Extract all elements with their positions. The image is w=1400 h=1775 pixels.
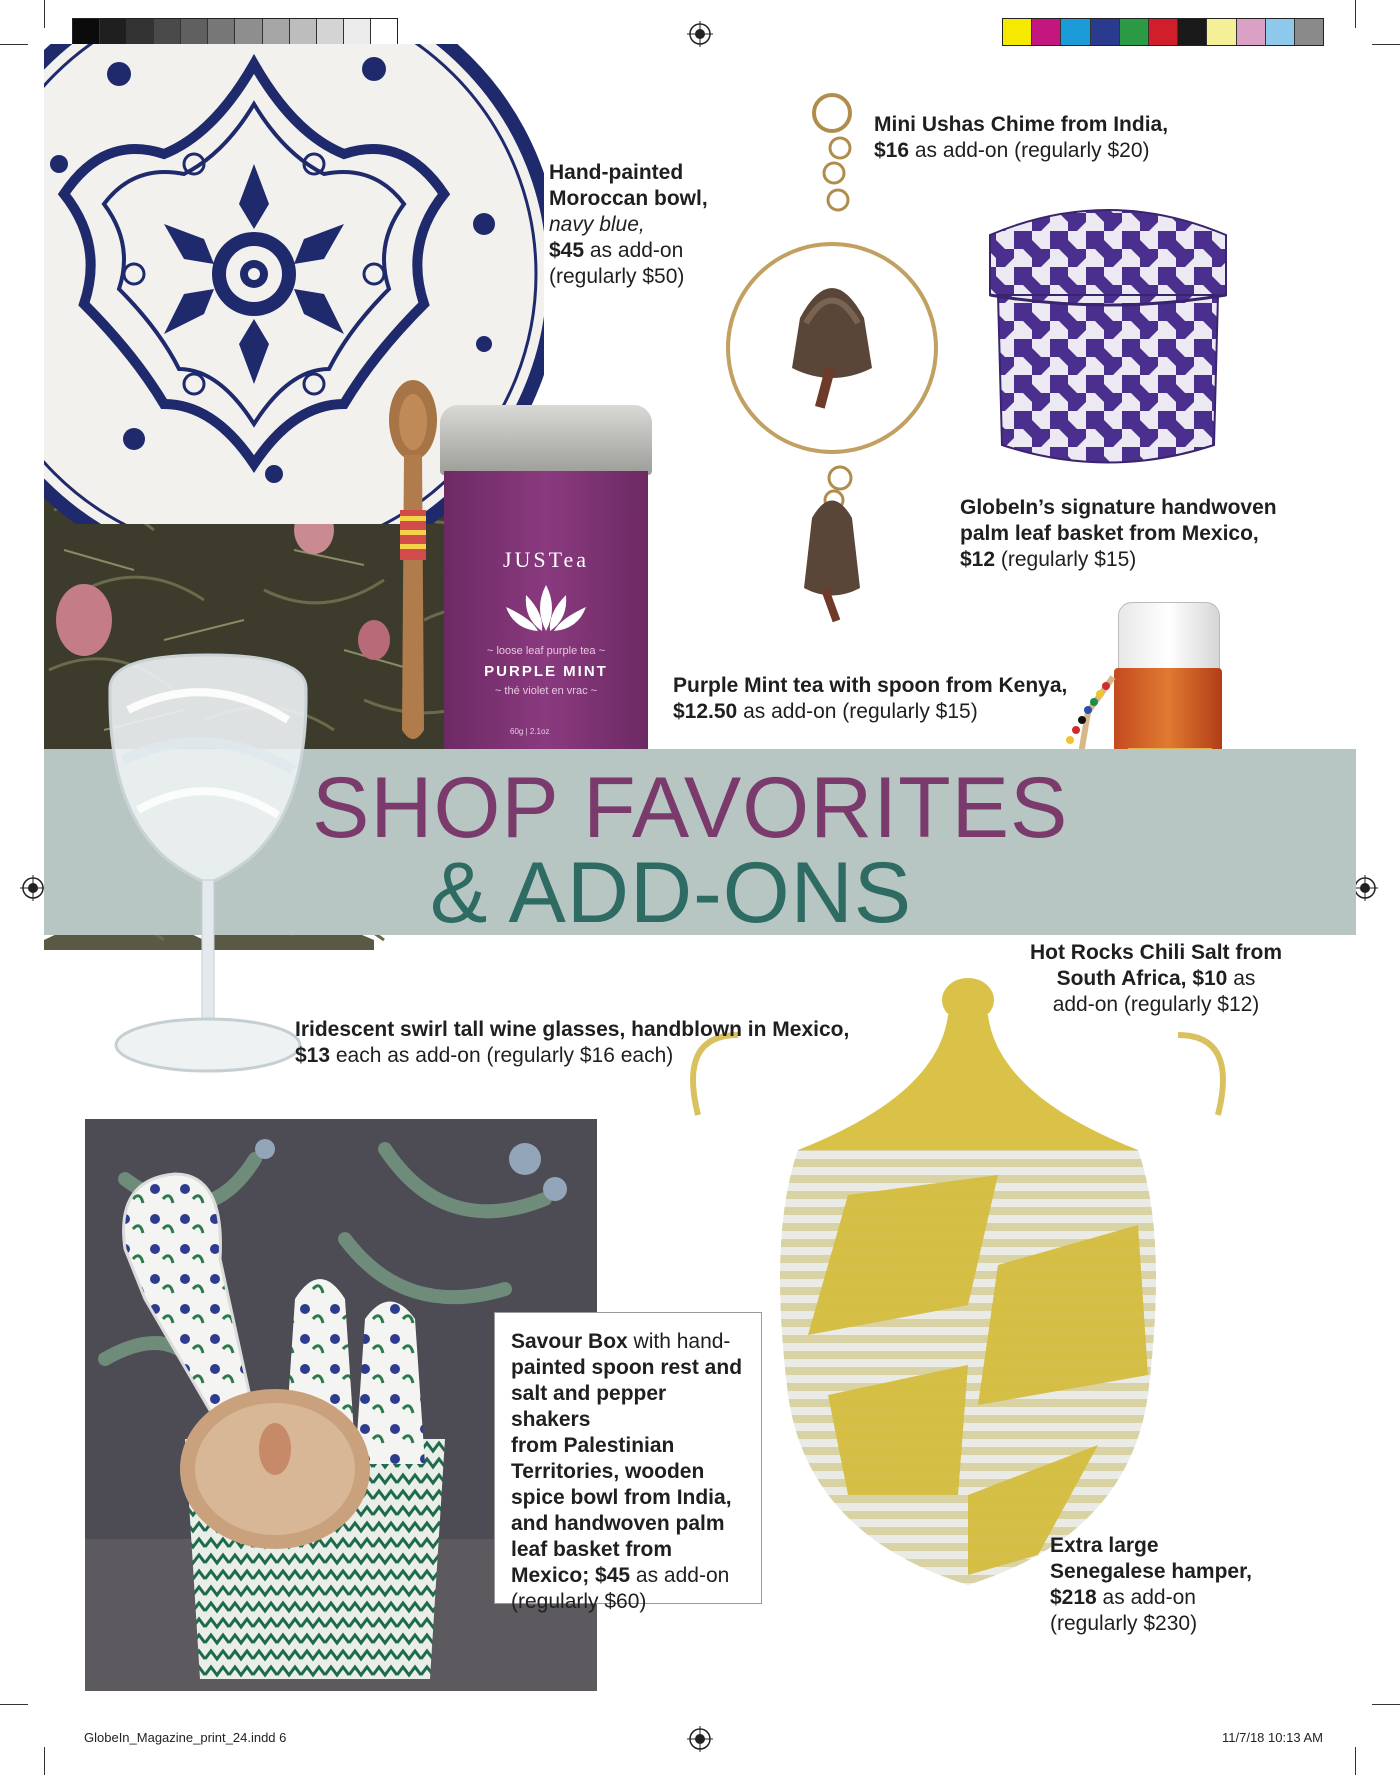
bowl-regular-price: (regularly $50) <box>549 265 685 288</box>
crop-mark <box>0 1704 28 1705</box>
caption-savour-box <box>494 1312 762 1613</box>
tea-tagline: ~ loose leaf purple tea ~ <box>486 645 606 657</box>
banner-title-line1: SHOP FAVORITES <box>312 760 1069 856</box>
hamper-name-line1: Extra large <box>1050 1534 1159 1557</box>
tea-brand-logo: JUSTea <box>502 547 590 572</box>
lotus-icon <box>496 583 596 633</box>
palm-basket-price: $12 <box>960 548 996 571</box>
savour-box-desc6: spice bowl from India, <box>511 1486 732 1509</box>
tea-price-suffix: as add-on (regularly $15) <box>737 700 978 723</box>
savour-box-desc5: Territories, wooden <box>511 1460 705 1483</box>
savour-box-regular-price: (regularly $60) <box>511 1590 647 1613</box>
caption-moroccan-bowl <box>549 160 708 290</box>
savour-box-desc7: and handwoven palm <box>511 1512 725 1535</box>
hamper-regular-price: (regularly $230) <box>1050 1612 1198 1635</box>
caption-purple-mint-tea <box>673 673 1067 725</box>
savour-box-desc2: painted spoon rest and <box>511 1356 743 1379</box>
chili-salt-line3: add-on (regularly $12) <box>1052 993 1260 1016</box>
bowl-price-suffix: as add-on <box>584 239 684 262</box>
savour-box-name: Savour Box <box>511 1330 628 1353</box>
registration-mark-icon <box>687 21 713 47</box>
purple-palm-basket-image <box>978 195 1238 485</box>
bowl-price: $45 <box>549 239 585 262</box>
savour-box-desc3: salt and pepper shakers <box>511 1382 667 1431</box>
tea-flavor-label: PURPLE MINT <box>484 663 608 680</box>
savour-box-price: $45 <box>595 1564 631 1587</box>
chime-price-suffix: as add-on (regularly $20) <box>909 139 1150 162</box>
palm-basket-name-line1: GlobeIn’s signature handwoven <box>960 496 1277 519</box>
savour-box-desc8: leaf basket from <box>511 1538 673 1561</box>
tea-french-label: ~ thé violet en vrac ~ <box>494 685 598 697</box>
chili-salt-price-suffix: as <box>1227 967 1256 990</box>
caption-ushas-chime <box>874 112 1168 164</box>
banner-title-line2: & ADD-ONS <box>430 845 913 941</box>
crop-mark <box>1355 1747 1356 1775</box>
caption-senegalese-hamper <box>1050 1533 1252 1637</box>
chime-name: Mini Ushas Chime from India, <box>874 113 1169 136</box>
caption-chili-salt <box>1020 940 1292 1018</box>
crop-mark <box>44 0 45 28</box>
palm-basket-name-line2: palm leaf basket from Mexico, <box>960 522 1259 545</box>
wine-glass-image <box>98 650 318 1090</box>
crop-mark <box>1355 0 1356 28</box>
chili-salt-name-line1: Hot Rocks Chili Salt from <box>1029 941 1283 964</box>
wooden-spoon-image <box>378 380 448 750</box>
process-color-bar <box>1002 18 1324 46</box>
hamper-price-suffix: as add-on <box>1096 1586 1196 1609</box>
savour-box-desc9: Mexico; <box>511 1564 596 1587</box>
savour-box-price-suffix: as add-on <box>630 1564 730 1587</box>
savour-box-desc1: with hand- <box>627 1330 731 1353</box>
crop-mark <box>0 44 28 45</box>
ushas-chime-image <box>722 88 962 633</box>
crop-mark <box>44 1747 45 1775</box>
bowl-name-line1: Hand-painted <box>549 161 684 184</box>
registration-mark-icon <box>687 1726 713 1752</box>
tea-weight-label: 60g | 2.1oz <box>510 727 550 736</box>
wine-glasses-price-suffix: each as add-on (regularly $16 each) <box>330 1044 674 1067</box>
bowl-name-line2: Moroccan bowl, <box>549 187 708 210</box>
justea-tin-image <box>440 405 652 750</box>
crop-mark <box>1372 1704 1400 1705</box>
tea-price: $12.50 <box>673 700 738 723</box>
grayscale-color-bar <box>72 18 398 46</box>
wine-glasses-price: $13 <box>295 1044 331 1067</box>
crop-mark <box>1372 44 1400 45</box>
print-slug-date: 11/7/18 10:13 AM <box>1222 1730 1323 1745</box>
hamper-name-line2: Senegalese hamper, <box>1050 1560 1252 1583</box>
tea-name: Purple Mint tea with spoon from Kenya, <box>673 674 1068 697</box>
chili-salt-name-line2: South Africa, <box>1056 967 1193 990</box>
chili-salt-price: $10 <box>1192 967 1228 990</box>
chime-price: $16 <box>874 139 910 162</box>
savour-box-desc4: from Palestinian <box>511 1434 675 1457</box>
palm-basket-price-suffix: (regularly $15) <box>995 548 1137 571</box>
bowl-variant: navy blue, <box>549 213 645 236</box>
wine-glasses-name: Iridescent swirl tall wine glasses, handblown in Mexico, <box>295 1018 850 1041</box>
registration-mark-icon <box>20 875 46 901</box>
print-slug-filename: GlobeIn_Magazine_print_24.indd 6 <box>84 1730 287 1745</box>
caption-wine-glasses <box>295 1017 849 1069</box>
hamper-price: $218 <box>1050 1586 1097 1609</box>
caption-palm-basket <box>960 495 1277 573</box>
